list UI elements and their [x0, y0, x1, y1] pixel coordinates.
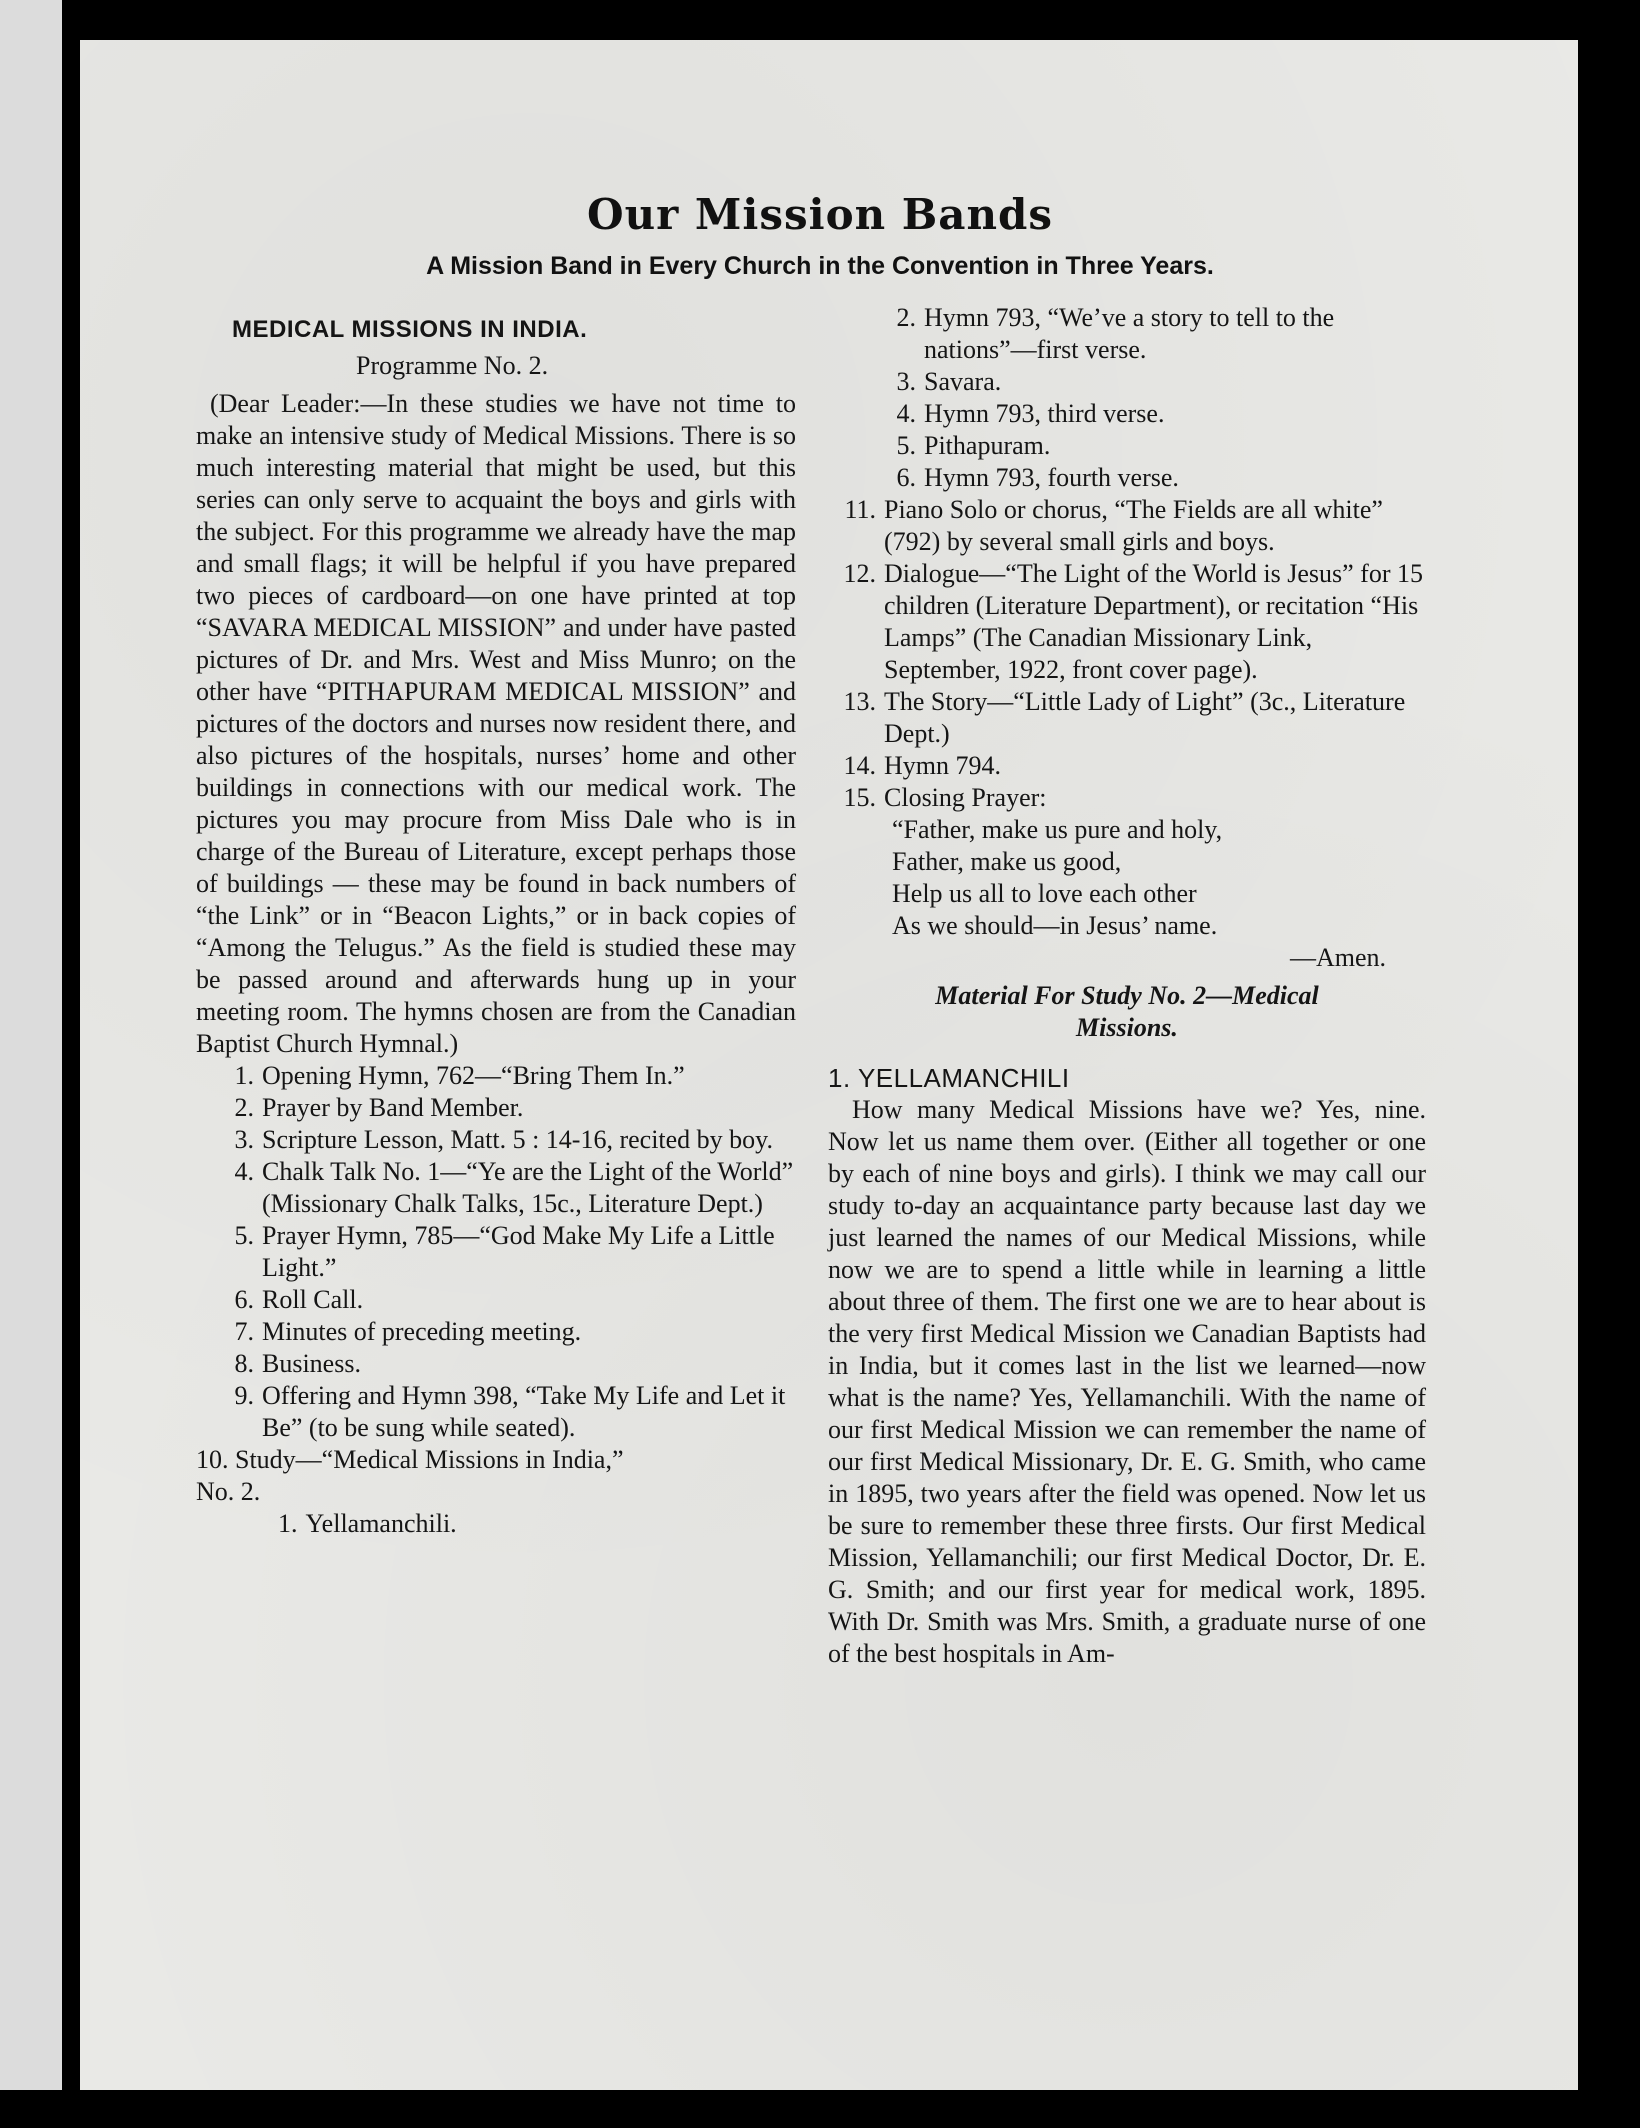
prayer-line: Help us all to love each other — [892, 879, 1197, 908]
item-number: 1. — [234, 1061, 254, 1090]
item-number: 4. — [234, 1157, 254, 1186]
right-column — [828, 302, 1426, 1670]
list-item — [196, 1316, 796, 1348]
item-text: Yellamanchili. — [305, 1509, 457, 1538]
item-number: 8. — [234, 1349, 254, 1378]
item-number: 12. — [843, 559, 876, 588]
programme-list-continued — [828, 494, 1426, 814]
item-number: 5. — [234, 1221, 254, 1250]
page-title: Our Mission Bands — [587, 190, 1053, 239]
list-item — [828, 494, 1426, 558]
prayer-line: As we should—in Jesus’ name. — [892, 911, 1218, 940]
list-item — [196, 1380, 796, 1444]
item-text: Roll Call. — [262, 1285, 364, 1314]
item-text: Offering and Hymn 398, “Take My Life and Let it Be” (to be sung while seated). — [262, 1381, 786, 1442]
item-number: 11. — [844, 495, 876, 524]
page-subtitle: A Mission Band in Every Church in the Convention in Three Years. — [426, 252, 1214, 280]
item-number: 5. — [896, 431, 916, 460]
item-number: 7. — [234, 1317, 254, 1346]
list-item — [196, 1124, 796, 1156]
item-text: Prayer Hymn, 785—“God Make My Life a Little Light.” — [262, 1221, 775, 1282]
list-item — [828, 750, 1426, 782]
item-number: 14. — [843, 751, 876, 780]
list-item — [196, 1156, 796, 1220]
item-text: Dialogue—“The Light of the World is Jesus” for 15 children (Literature Department), or recitation “His Lamps” (The Canadian Missionary Link, September, 1922, front cover page). — [884, 559, 1423, 684]
study-section-title: 1. YELLAMANCHILI — [828, 1063, 1070, 1093]
item-text: Business. — [262, 1349, 361, 1378]
item-number: 15. — [843, 783, 876, 812]
item-number: 2. — [234, 1093, 254, 1122]
item-10-line-2: No. 2. — [196, 1477, 261, 1506]
item-text: Hymn 793, third verse. — [924, 399, 1165, 428]
item-text: Piano Solo or chorus, “The Fields are all white” (792) by several small girls and boys. — [884, 495, 1383, 556]
list-item — [828, 782, 1426, 814]
list-item — [196, 1060, 796, 1092]
item-number: 13. — [843, 687, 876, 716]
item-number: 1. — [278, 1509, 298, 1538]
item-text: Hymn 793, “We’ve a story to tell to the nations”—first verse. — [924, 303, 1335, 364]
scan-right-border — [1578, 0, 1640, 2128]
list-item — [828, 686, 1426, 750]
item-number: 3. — [234, 1125, 254, 1154]
item-text: Prayer by Band Member. — [262, 1093, 524, 1122]
item-text: Pithapuram. — [924, 431, 1051, 460]
sub-list-item — [196, 1508, 796, 1540]
list-item — [828, 558, 1426, 686]
item-number: 4. — [896, 399, 916, 428]
item-number: 2. — [896, 303, 916, 332]
item-10-line-1: 10. Study—“Medical Missions in India,” — [196, 1445, 624, 1474]
item-text: Hymn 793, fourth verse. — [924, 463, 1179, 492]
prayer-line: Father, make us good, — [892, 847, 1122, 876]
material-heading-line-2: Missions. — [1076, 1013, 1178, 1042]
scan-binding-edge — [62, 0, 80, 2128]
item-text: Minutes of preceding meeting. — [262, 1317, 582, 1346]
item-text: Scripture Lesson, Matt. 5 : 14-16, recited by boy. — [262, 1125, 773, 1154]
item-text: Savara. — [924, 367, 1002, 396]
item-number: 9. — [234, 1381, 254, 1410]
item-text: Closing Prayer: — [884, 783, 1047, 812]
prayer-line: “Father, make us pure and holy, — [892, 815, 1223, 844]
list-item — [196, 1092, 796, 1124]
sub-list-item — [828, 398, 1426, 430]
sub-list-item — [828, 366, 1426, 398]
item-text: Opening Hymn, 762—“Bring Them In.” — [262, 1061, 685, 1090]
prayer-amen: —Amen. — [1289, 943, 1386, 972]
list-item — [196, 1220, 796, 1284]
sub-list-item — [828, 302, 1426, 366]
scan-left-margin — [0, 0, 62, 2128]
left-column — [196, 300, 796, 1540]
material-heading-line-1: Material For Study No. 2—Medical — [935, 981, 1319, 1010]
list-item — [196, 1348, 796, 1380]
item-number: 3. — [896, 367, 916, 396]
programme-list — [196, 1060, 796, 1444]
intro-paragraph: (Dear Leader:—In these studies we have not time to make an intensive study of Medical Missions. There is so much interesting material that might be used, but this series can only serve to acquaint the boys and girls with the subject. For this programme we already have the map and small flags; it will be helpful if you have prepared two pieces of cardboard—on one have printed at top “SAVARA MEDICAL MISSION” and under have pasted pictures of Dr. and Mrs. West and Miss Munro; on the other have “PITHAPURAM MEDICAL MISSION” and pictures of the doctors and nurses now resident there, and also pictures of the hospitals, nurses’ home and other buildings in connections with our medical work. The pictures you may procure from Miss Dale who is in charge of the Bureau of Literature, except perhaps those of buildings — these may be found in back numbers of “the Link” or in “Beacon Lights,” or in back copies of “Among the Telugus.” As the field is studied these may be passed around and afterwards hung up in your meeting room. The hymns chosen are from the Canadian Baptist Church Hymnal.) — [196, 389, 796, 1058]
sub-list-item — [828, 430, 1426, 462]
item-text: The Story—“Little Lady of Light” (3c., Literature Dept.) — [884, 687, 1406, 748]
sub-list-item — [828, 462, 1426, 494]
list-item — [196, 1284, 796, 1316]
item-number: 6. — [896, 463, 916, 492]
programme-label: Programme No. 2. — [356, 351, 549, 380]
study-body-paragraph: How many Medical Missions have we? Yes, nine. Now let us name them over. (Either all together or one by each of nine boys and girls). I think we may call our study to-day an acquaintance party because last day we just learned the names of our Medical Missions, while now we are to spend a little while in learning a little about three of them. The first one we are to hear about is the very first Medical Mission we Canadian Baptists had in India, but it comes last in the list we learned—now what is the name? Yes, Yellamanchili. With the name of our first Medical Mission we can remember the name of our first Medical Missionary, Dr. E. G. Smith, who came in 1895, two years after the field was opened. Now let us be sure to remember these three firsts. Our first Medical Mission, Yellamanchili; our first Medical Doctor, Dr. E. G. Smith; and our first year for medical work, 1895. With Dr. Smith was Mrs. Smith, a graduate nurse of one of the best hospitals in Am- — [828, 1095, 1426, 1668]
section-heading: MEDICAL MISSIONS IN INDIA. — [232, 316, 588, 343]
item-text: Chalk Talk No. 1—“Ye are the Light of the World” (Missionary Chalk Talks, 15c., Literature Dept.) — [262, 1157, 794, 1218]
item-text: Hymn 794. — [884, 751, 1001, 780]
sub-list — [828, 302, 1426, 494]
item-number: 6. — [234, 1285, 254, 1314]
scan-bottom-border — [0, 2090, 1640, 2128]
